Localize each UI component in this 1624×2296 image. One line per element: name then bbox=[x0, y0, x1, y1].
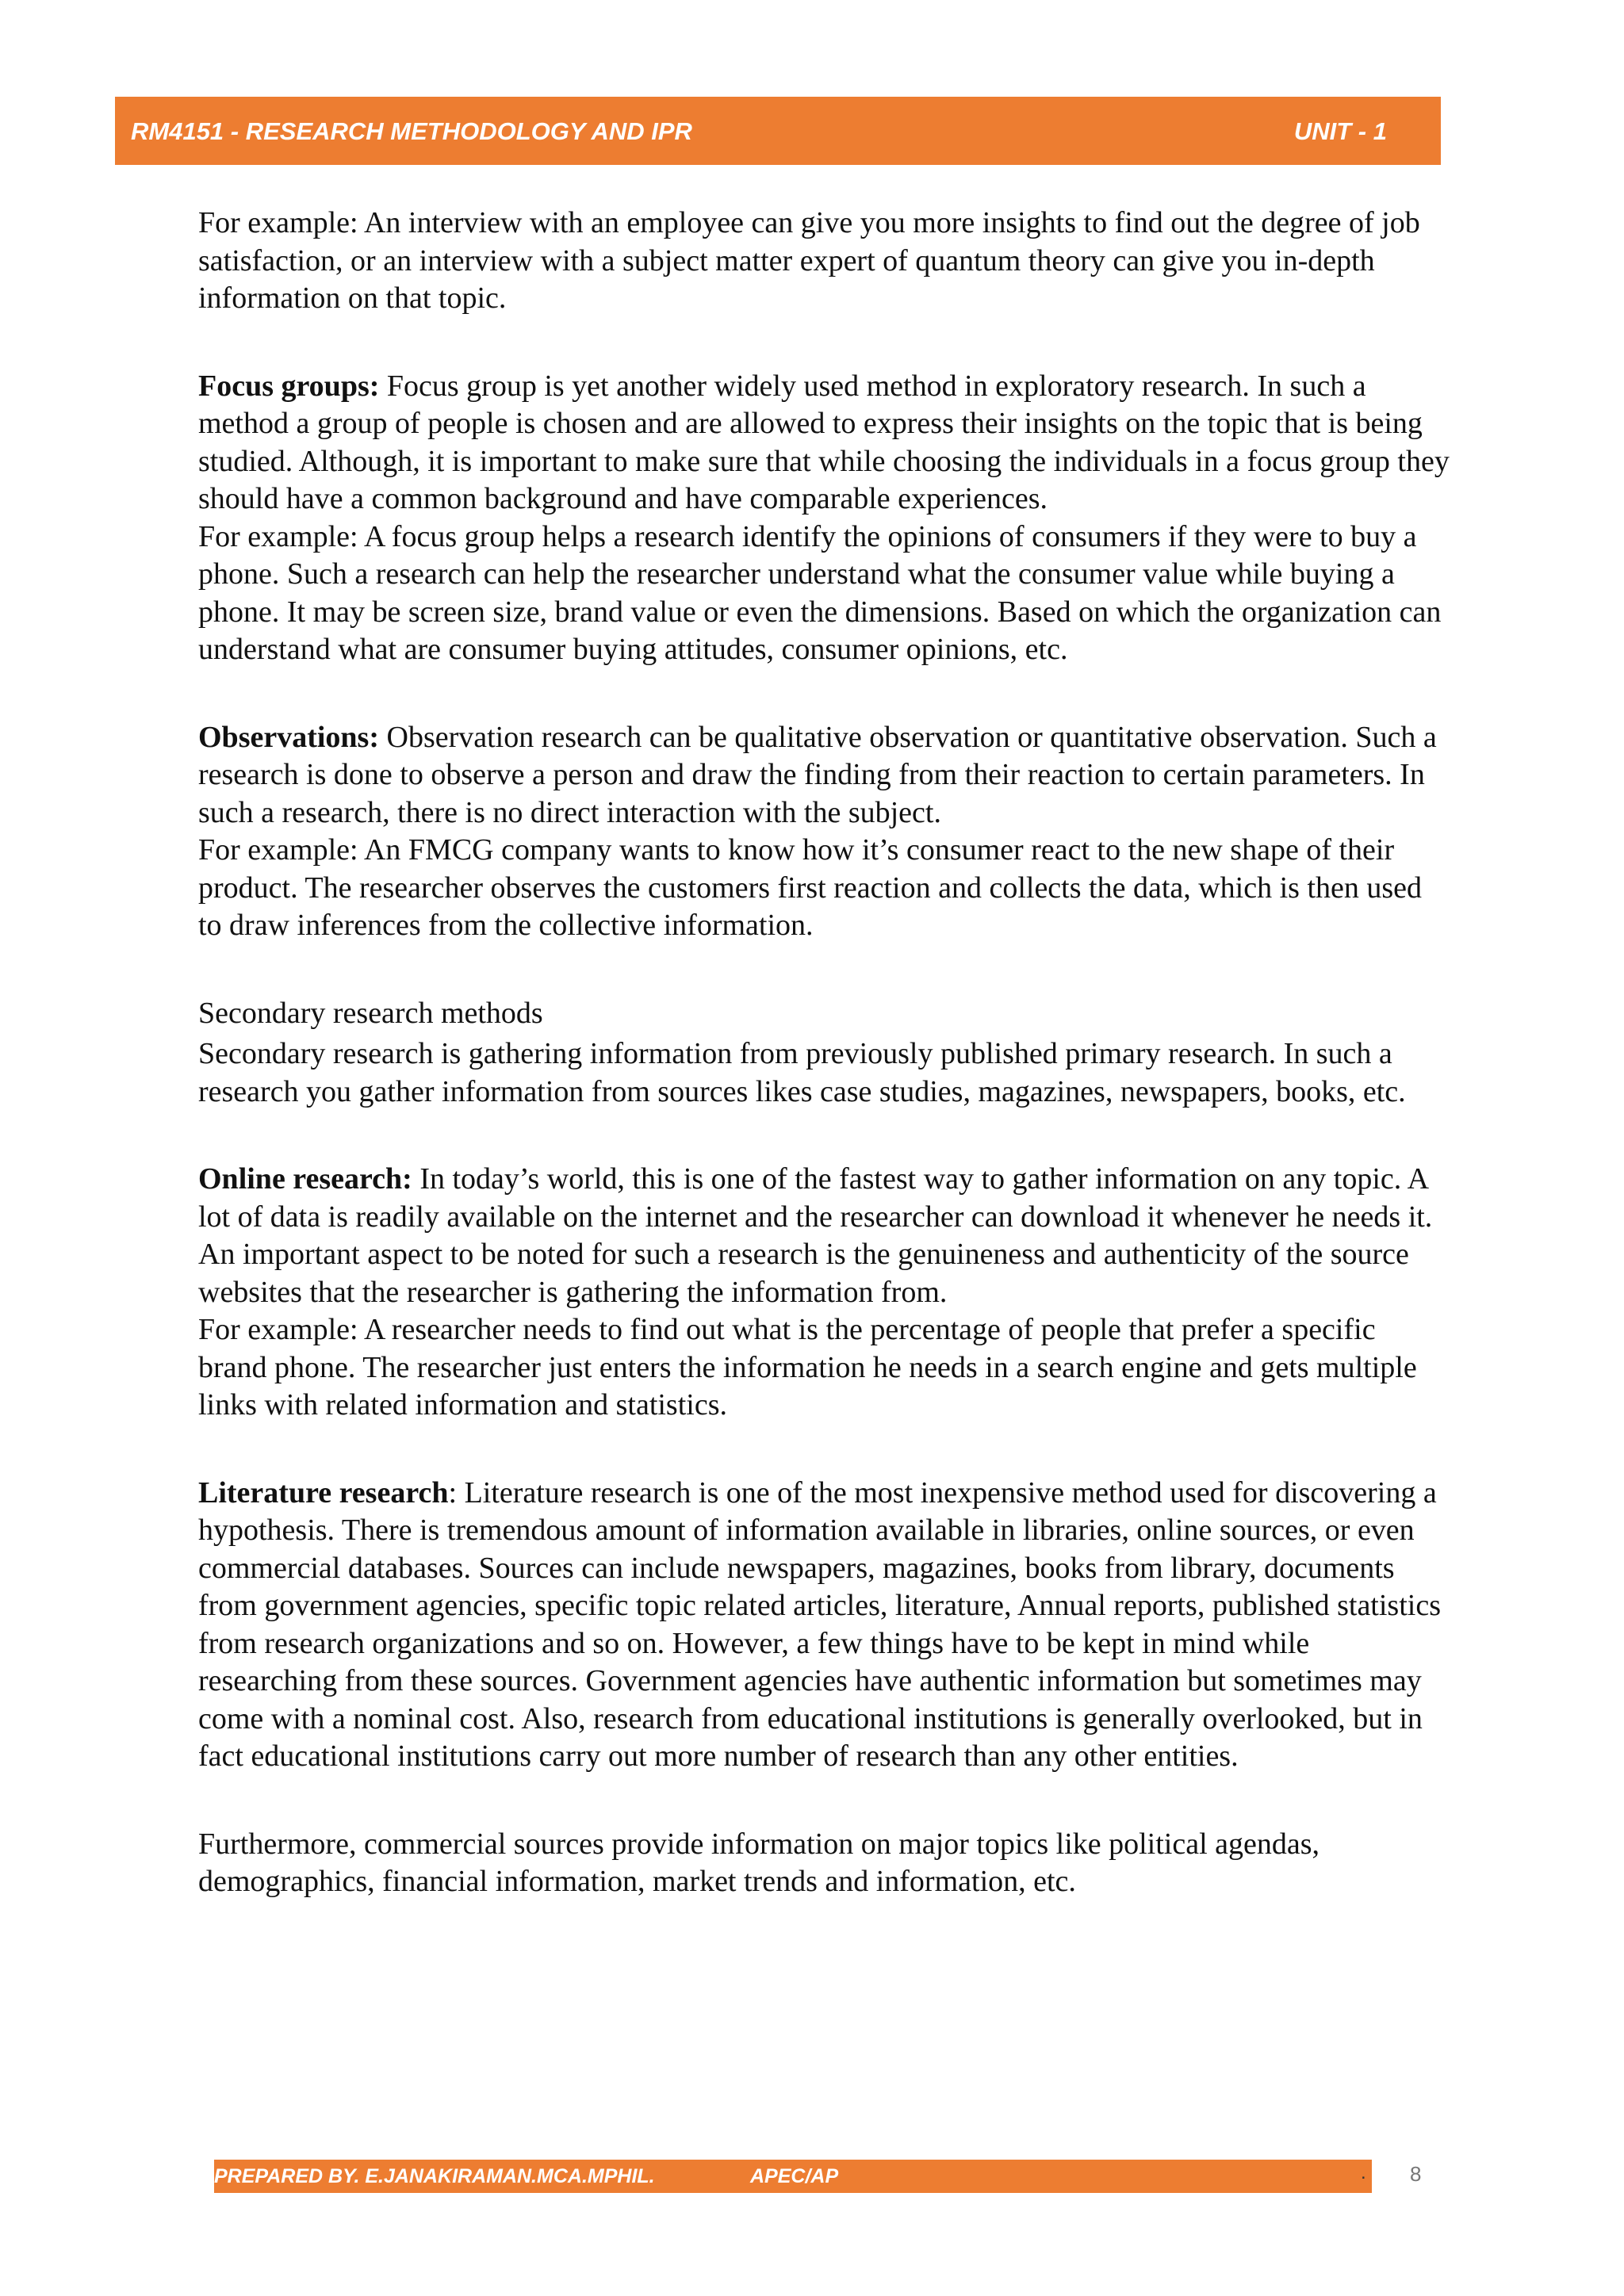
course-title: RM4151 - RESEARCH METHODOLOGY AND IPR bbox=[131, 117, 692, 145]
footer-dot: . bbox=[1361, 2162, 1366, 2183]
online-research-example: For example: A researcher needs to find out what is the percentage of people that prefer a specific brand phone. The researcher just enters the information he needs in a search engine and gets multiple links with related information and statistics. bbox=[198, 1313, 1417, 1422]
secondary-research-heading: Secondary research methods bbox=[198, 996, 543, 1030]
online-research-text: In today’s world, this is one of the fastest way to gather information on any topic. A lot of data is readily available on the internet and the researcher can download it whenever he needs it. An important aspect to be noted for such a research is the genuineness and authenticity of the source websites that the researcher is gathering the information from. bbox=[198, 1162, 1433, 1309]
document-body bbox=[198, 205, 1451, 1901]
observations-paragraph bbox=[198, 719, 1451, 832]
interview-example: For example: An interview with an employee can give you more insights to find out the degree of job satisfaction, or an interview with a subject matter expert of quantum theory can give you in-depth information on that topic. bbox=[198, 206, 1420, 315]
literature-research-text: : Literature research is one of the most inexpensive method used for discovering a hypothesis. There is tremendous amount of information available in libraries, online sources, or even commercial databases. Sources can include newspapers, magazines, books from library, documents from government agencies, specific topic related articles, literature, Annual reports, published statistics from research organizations and so on. However, a few things have to be kept in mind while researching from these sources. Government agencies have authentic information but sometimes may come with a nominal cost. Also, research from educational institutions is generally overlooked, but in fact educational institutions carry out more number of research than any other entities. bbox=[198, 1475, 1441, 1773]
focus-groups-paragraph bbox=[198, 368, 1451, 519]
commercial-sources-paragraph: Furthermore, commercial sources provide information on major topics like political agendas, demographics, financial information, market trends and information, etc. bbox=[198, 1827, 1320, 1898]
secondary-research-text: Secondary research is gathering information from previously published primary research. In such a research you gather information from sources likes case studies, magazines, newspapers, books, etc. bbox=[198, 1037, 1406, 1108]
observations-heading: Observations: bbox=[198, 720, 379, 754]
page-number: 8 bbox=[1410, 2162, 1422, 2186]
literature-research-heading: Literature research bbox=[198, 1475, 449, 1510]
literature-research-paragraph bbox=[198, 1475, 1451, 1776]
observations-example: For example: An FMCG company wants to know how it’s consumer react to the new shape of their product. The researcher observes the customers first reaction and collects the data, which is then used to draw inferences from the collective information. bbox=[198, 833, 1423, 942]
prepared-by-label: PREPARED BY. E.JANAKIRAMAN.MCA.MPHIL. bbox=[214, 2165, 655, 2187]
observations-text: Observation research can be qualitative observation or quantitative observation. Such a research is done to observe a person and draw the finding from their reaction to certain parameters. In such a research, there is no direct interaction with the subject. bbox=[198, 720, 1437, 829]
college-label: APEC/AP bbox=[750, 2165, 839, 2187]
unit-label: UNIT - 1 bbox=[1293, 117, 1387, 145]
focus-groups-text: Focus group is yet another widely used method in exploratory research. In such a method a group of people is chosen and are allowed to express their insights on the topic that is being studied. Although, it is important to make sure that while choosing the individuals in a focus group they should have a common background and have comparable experiences. bbox=[198, 369, 1450, 515]
page-header bbox=[115, 97, 1441, 165]
focus-groups-example: For example: A focus group helps a research identify the opinions of consumers if they were to buy a phone. Such a research can help the researcher understand what the consumer value while buying a phone. It may be screen size, brand value or even the dimensions. Based on which the organization can understand what are consumer buying attitudes, consumer opinions, etc. bbox=[198, 519, 1442, 666]
online-research-heading: Online research: bbox=[198, 1162, 412, 1196]
online-research-paragraph bbox=[198, 1161, 1451, 1311]
page-footer bbox=[214, 2160, 1372, 2193]
focus-groups-heading: Focus groups: bbox=[198, 369, 380, 403]
